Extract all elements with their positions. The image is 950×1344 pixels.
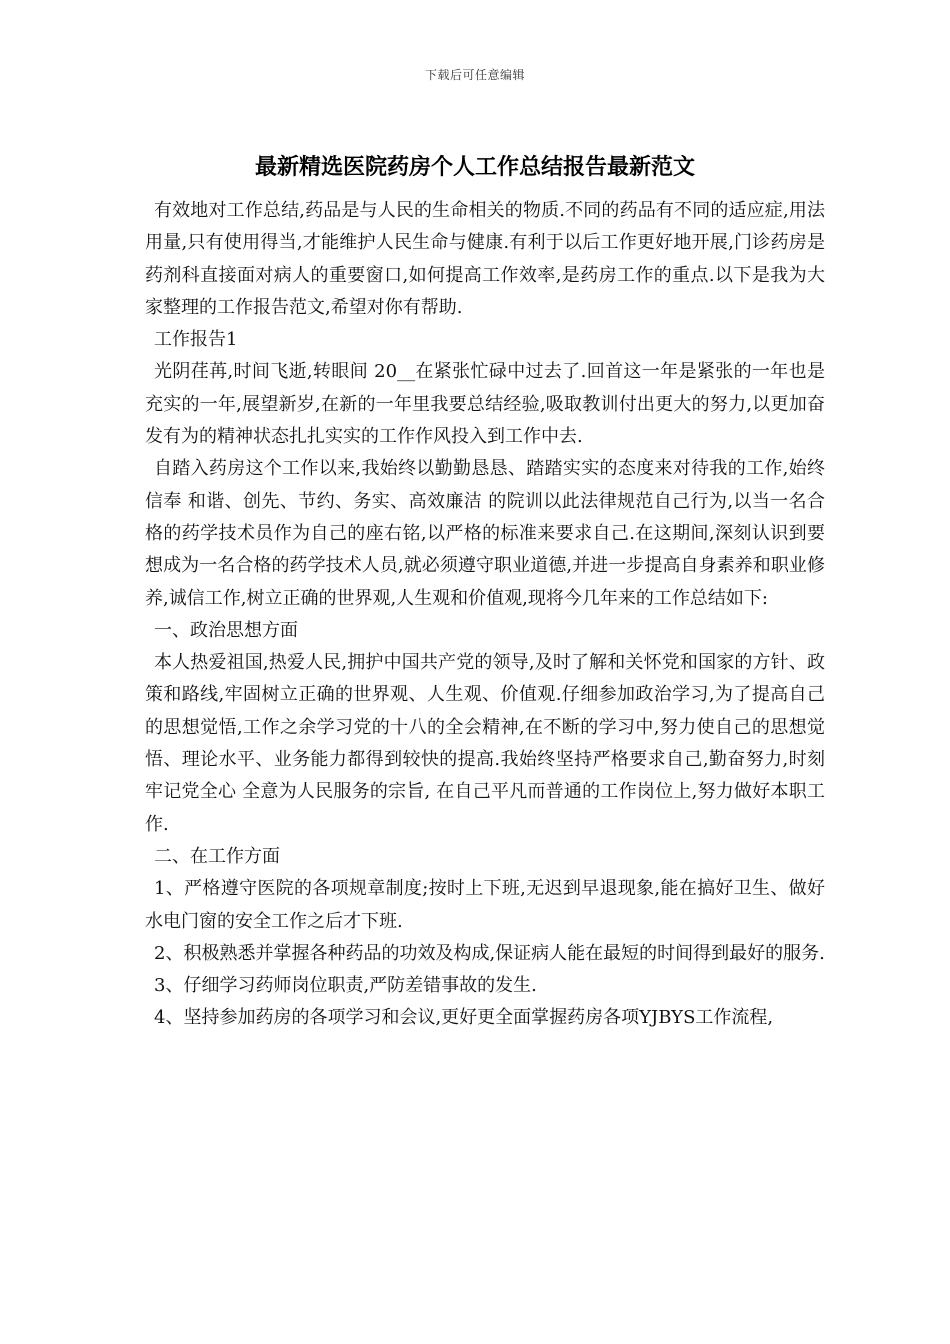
body-paragraph: 光阴荏苒,时间飞逝,转眼间 20__在紧张忙碌中过去了.回首这一年是紧张的一年也是充实的一年,展望新岁,在新的一年里我要总结经验,吸取教训付出更大的努力,以更加奋发有为的精神状态扎扎实实的工作作风投入到工作中去.	[145, 361, 825, 448]
document-title: 最新精选医院药房个人工作总结报告最新范文	[254, 154, 695, 180]
list-item: 4、坚持参加药房的各项学习和会议,更好更全面掌握药房各项YJBYS工作流程,	[154, 1007, 774, 1029]
body-paragraph: 本人热爱祖国,热爱人民,拥护中国共产党的领导,及时了解和关怀党和国家的方针、政策和路线,牢固树立正确的世界观、人生观、价值观.仔细参加政治学习,为了提高自己的思想觉悟,工作之余学习党的十八的全会精神,在不断的学习中,努力使自己的思想觉悟、理论水平、业务能力都得到较快的提高.我始终坚持严格要求自己,勤奋努力,时刻牢记党全心 全意为人民服务的宗旨, 在自己平凡而普通的工作岗位上,努力做好本职工作.	[145, 652, 825, 835]
body-paragraph: 自踏入药房这个工作以来,我始终以勤勤恳恳、踏踏实实的态度来对待我的工作,始终信奉 和谐、创先、节约、务实、高效廉洁 的院训以此法律规范自己行为,以当一名合格的药学技术员作为自己的座右铭,以严格的标准来要求自己.在这期间,深刻认识到要想成为一名合格的药学技术人员,就必须遵守职业道德,并进一步提高自身素养和职业修养,诚信工作,树立正确的世界观,人生观和价值观,现将今几年来的工作总结如下:	[145, 458, 825, 609]
section-heading-work: 二、在工作方面	[154, 845, 280, 867]
list-item: 2、积极熟悉并掌握各种药品的功效及构成,保证病人能在最短的时间得到最好的服务.	[154, 942, 825, 964]
intro-paragraph: 有效地对工作总结,药品是与人民的生命相关的物质.不同的药品有不同的适应症,用法用量,只有使用得当,才能维护人民生命与健康.有利于以后工作更好地开展,门诊药房是药剂科直接面对病人的重要窗口,如何提高工作效率,是药房工作的重点.以下是我为大家整理的工作报告范文,希望对你有帮助.	[145, 200, 825, 318]
document-body	[145, 195, 825, 1035]
list-item: 1、严格遵守医院的各项规章制度;按时上下班,无迟到早退现象,能在搞好卫生、做好水电门窗的安全工作之后才下班.	[145, 878, 825, 932]
header-note: 下载后可任意编辑	[424, 68, 525, 82]
report-heading-1: 工作报告1	[154, 329, 238, 351]
section-heading-politics: 一、政治思想方面	[154, 619, 298, 641]
list-item: 3、仔细学习药师岗位职责,严防差错事故的发生.	[154, 975, 537, 997]
